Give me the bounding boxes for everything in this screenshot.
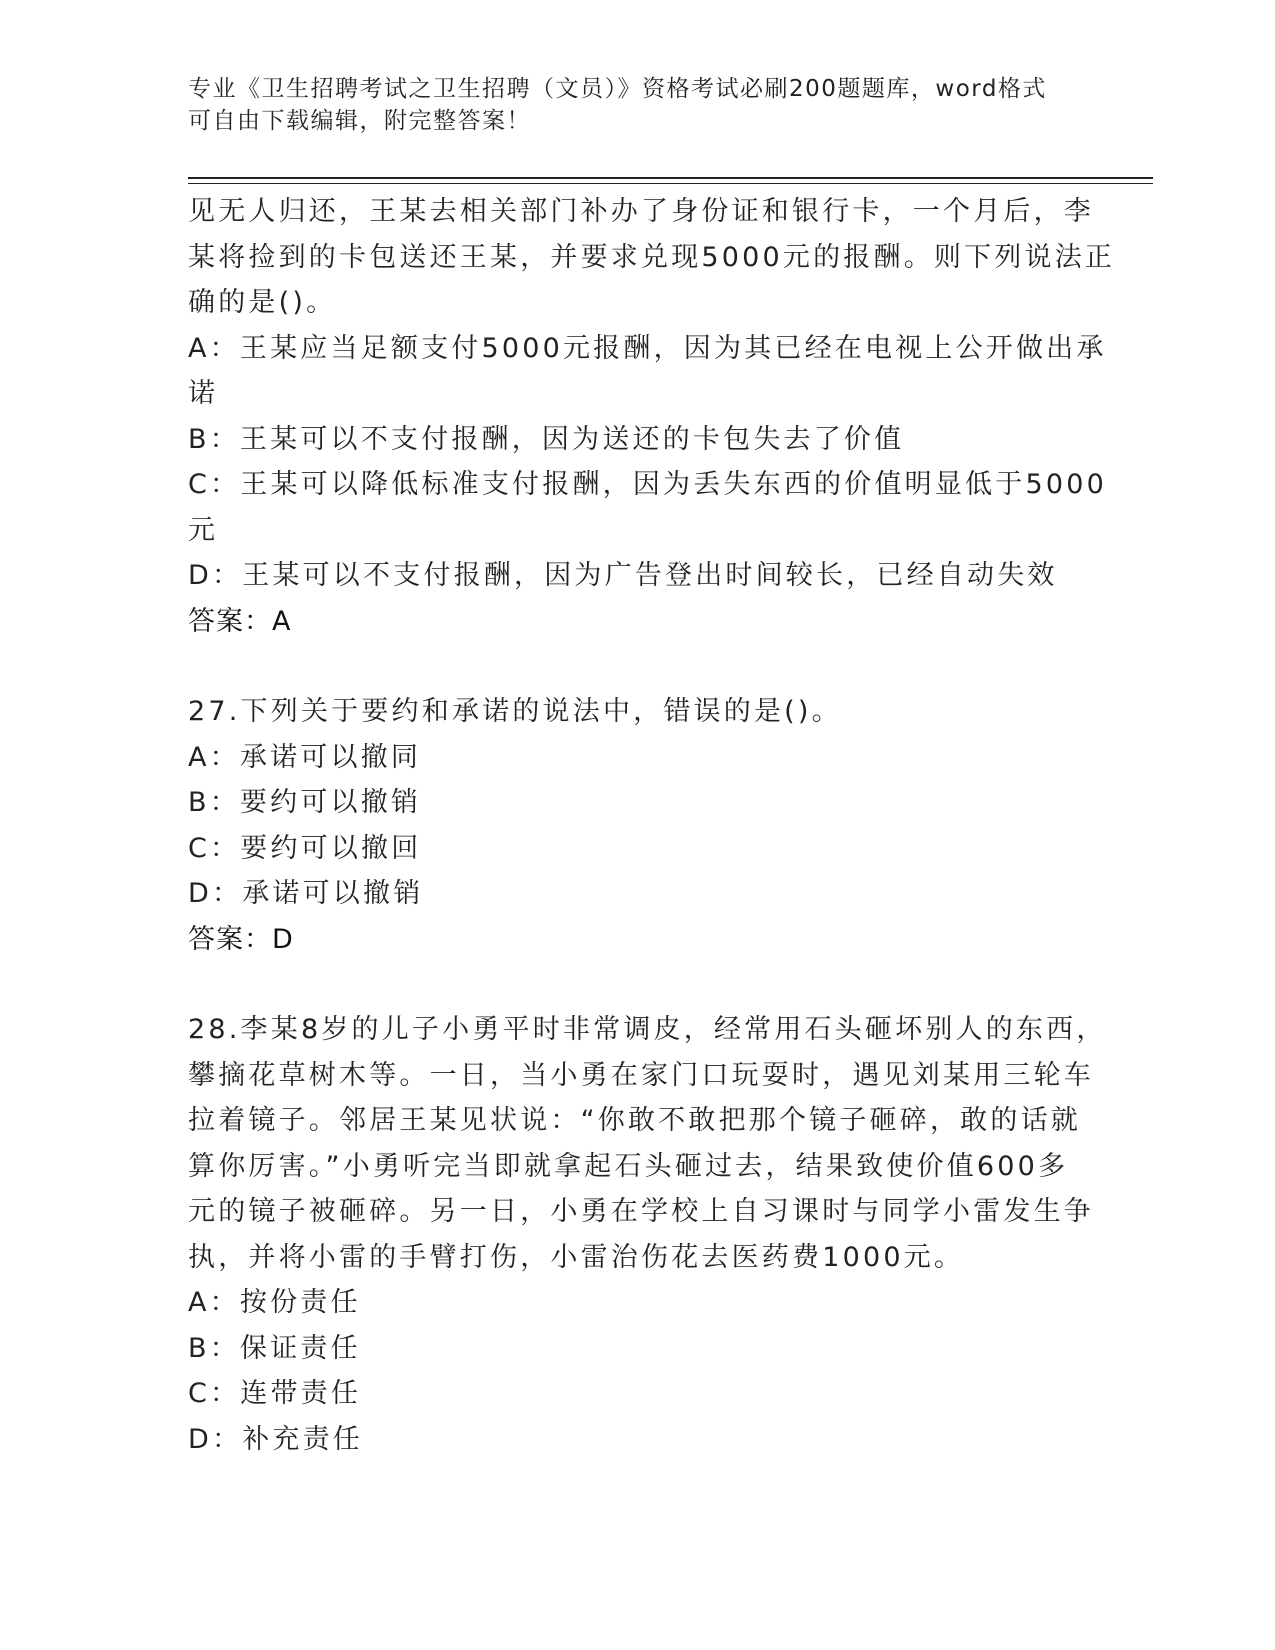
- option-b: B：王某可以不支付报酬，因为送还的卡包失去了价值: [188, 423, 905, 455]
- spacer: [188, 644, 1068, 689]
- header-title-line: 专业《卫生招聘考试之卫生招聘（文员）》资格考试必刷200题题库，word格式: [188, 76, 1047, 102]
- spacer: [188, 962, 1068, 1007]
- header-rule-thin: [188, 183, 1153, 184]
- question-text-line: 28.李某8岁的儿子小勇平时非常调皮，经常用石头砸坏别人的东西，: [188, 1014, 1107, 1045]
- option-d: D：补充责任: [188, 1423, 363, 1455]
- option-d: D：王某可以不支付报酬，因为广告登出时间较长，已经自动失效: [188, 560, 1058, 591]
- question-text-line: 执，并将小雷的手臂打伤，小雷治伤花去医药费1000元。: [188, 1241, 965, 1273]
- option-b: B：保证责任: [188, 1332, 361, 1364]
- option-a: A：承诺可以撤同: [188, 741, 422, 773]
- option-a: A：按份责任: [188, 1287, 361, 1318]
- header-rule-thick: [188, 177, 1153, 179]
- question-28: [188, 1007, 1107, 1462]
- document-header: [188, 73, 1068, 137]
- option-a: A：王某应当足额支付5000元报酬，因为其已经在电视上公开做出承: [188, 332, 1107, 364]
- question-text-line: 攀摘花草树木等。一日，当小勇在家门口玩耍时，遇见刘某用三轮车: [188, 1059, 1094, 1091]
- option-d: D：承诺可以撤销: [188, 878, 424, 909]
- question-27: [188, 689, 1068, 962]
- question-26: [188, 189, 1116, 644]
- option-c: C：连带责任: [188, 1378, 362, 1409]
- question-text-line: 拉着镜子。邻居王某见状说：“你敢不敢把那个镜子砸碎，敢的话就: [188, 1105, 1081, 1136]
- question-text-line: 某将捡到的卡包送还王某，并要求兑现5000元的报酬。则下列说法正: [188, 241, 1116, 273]
- question-text-line: 确的是()。: [188, 287, 337, 318]
- option-c-continued: 元: [188, 514, 219, 546]
- answer-label: 答案：D: [188, 923, 294, 955]
- option-c: C：王某可以降低标准支付报酬，因为丢失东西的价值明显低于5000: [188, 469, 1107, 500]
- question-text-line: 算你厉害。”小勇听完当即就拿起石头砸过去，结果致使价值600多: [188, 1150, 1069, 1182]
- option-c: C：要约可以撤回: [188, 832, 422, 864]
- question-content: [188, 189, 1116, 1462]
- question-text-line: 元的镜子被砸碎。另一日，小勇在学校上自习课时与同学小雷发生争: [188, 1196, 1094, 1227]
- question-text-line: 见无人归还，王某去相关部门补办了身份证和银行卡，一个月后，李: [188, 196, 1094, 227]
- option-a-continued: 诺: [188, 378, 219, 409]
- header-subtitle-line: 可自由下载编辑，附完整答案！: [188, 108, 531, 134]
- question-text: 27.下列关于要约和承诺的说法中，错误的是()。: [188, 696, 842, 727]
- option-b: B：要约可以撤销: [188, 787, 422, 818]
- answer-label: 答案：A: [188, 605, 292, 637]
